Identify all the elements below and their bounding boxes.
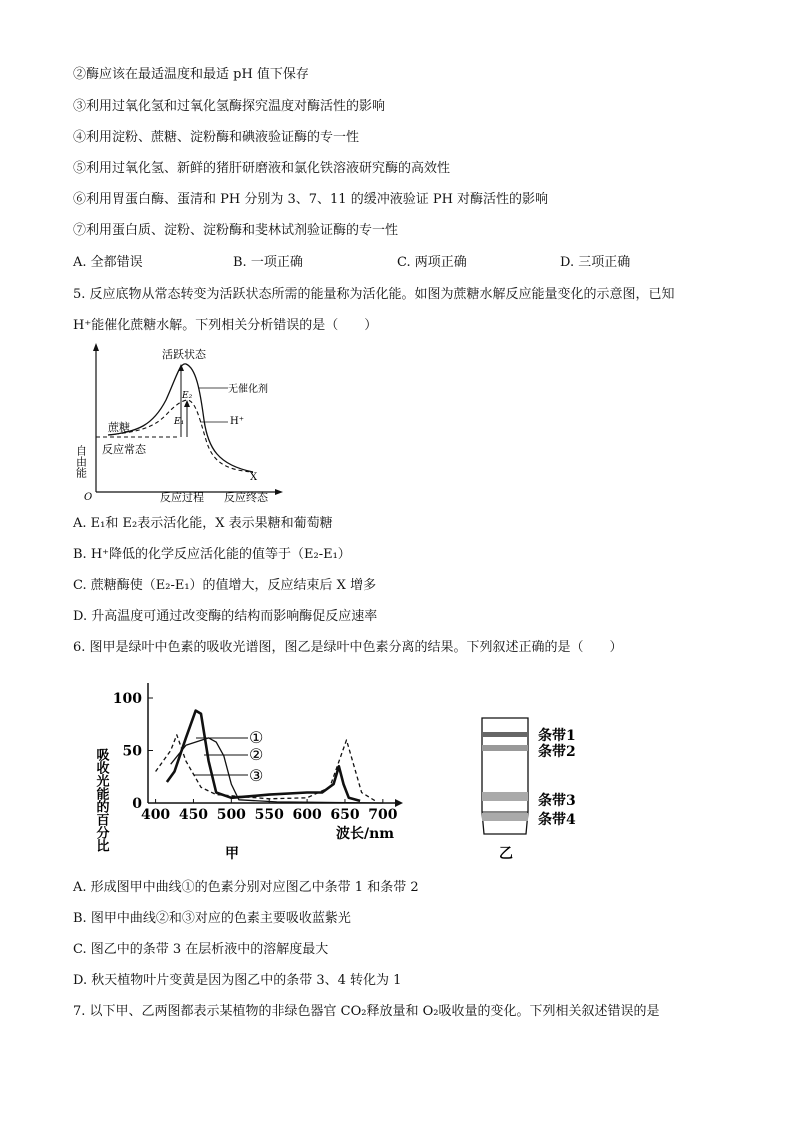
q5-option-b[interactable]: B. H⁺降低的化学反应活化能的值等于（E₂-E₁） (73, 547, 351, 562)
q5-option-c[interactable]: C. 蔗糖酶使（E₂-E₁）的值增大，反应结束后 X 增多 (73, 578, 377, 593)
q4-item-2: ②酶应该在最适温度和最适 pH 值下保存 (73, 67, 309, 82)
chart-ylabel: 吸收光能的百分比 (93, 748, 109, 852)
x-tick-label: 500 (216, 807, 246, 823)
q6-stem: 6. 图甲是绿叶中色素的吸收光谱图，图乙是绿叶中色素分离的结果。下列叙述正确的是（ ） (73, 640, 623, 655)
x-tick-label: 700 (368, 807, 398, 823)
band-1-label: 条带1 (538, 728, 576, 744)
sucrose-label: 蔗糖 (108, 421, 130, 434)
q4-item-3: ③利用过氧化氢和过氧化氢酶探究温度对酶活性的影响 (73, 99, 386, 114)
q5-energy-diagram (74, 340, 298, 505)
band-1 (482, 732, 528, 737)
chart-title: 甲 (225, 846, 239, 862)
final-state-label: 反应终态 (224, 491, 268, 504)
process-label: 反应过程 (160, 491, 204, 504)
e2-label: E₂ (182, 391, 193, 401)
band-3 (482, 792, 528, 801)
origin-label: O (84, 492, 93, 503)
band-4-label: 条带4 (538, 812, 576, 828)
no-catalyst-label: 无催化剂 (228, 384, 268, 395)
series-2-label: ② (249, 745, 264, 764)
q4-options (73, 254, 723, 272)
series-line-2 (167, 711, 360, 801)
series-1-label: ① (249, 728, 264, 747)
x-tick-label: 600 (292, 807, 322, 823)
figure-b-title: 乙 (499, 846, 513, 862)
e1-label: E₁ (174, 417, 185, 427)
y-tick-label: 0 (132, 796, 142, 812)
x-tick-label: 550 (254, 807, 284, 823)
x-tick-label: 400 (140, 807, 171, 823)
y-axis-arrow (93, 343, 99, 351)
q4-item-4: ④利用淀粉、蔗糖、淀粉酶和碘液验证酶的专一性 (73, 130, 360, 145)
q6-option-d[interactable]: D. 秋天植物叶片变黄是因为图乙中的条带 3、4 转化为 1 (73, 973, 402, 988)
band-2 (482, 745, 528, 751)
q7-stem: 7. 以下甲、乙两图都表示某植物的非绿色器官 CO₂释放量和 O₂吸收量的变化。下列相关叙述错误的是 (73, 1004, 660, 1019)
q4-option-d[interactable]: D. 三项正确 (560, 255, 631, 270)
q4-option-c[interactable]: C. 两项正确 (397, 255, 467, 270)
peak-label: 活跃状态 (162, 348, 206, 361)
x-axis-arrow (275, 489, 283, 495)
chart-xlabel: 波长/nm (336, 826, 395, 842)
q4-item-5: ⑤利用过氧化氢、新鲜的猪肝研磨液和氯化铁溶液研究酶的高效性 (73, 161, 451, 176)
q4-option-a[interactable]: A. 全都错误 (73, 255, 143, 270)
x-tick-label: 650 (330, 807, 360, 823)
q4-item-6: ⑥利用胃蛋白酶、蛋清和 PH 分别为 3、7、11 的缓冲液验证 PH 对酶活性的影响 (73, 192, 549, 207)
q5-stem-line2: H⁺能催化蔗糖水解。下列相关分析错误的是（ ） (73, 318, 378, 333)
absorption-spectrum-chart (86, 668, 416, 868)
band-2-label: 条带2 (538, 744, 576, 760)
q4-item-7: ⑦利用蛋白质、淀粉、淀粉酶和斐林试剂验证酶的专一性 (73, 223, 399, 238)
q6-option-b[interactable]: B. 图甲中曲线②和③对应的色素主要吸收蓝紫光 (73, 911, 351, 926)
band-4 (482, 813, 528, 821)
y-tick-label: 50 (122, 743, 142, 760)
q4-option-b[interactable]: B. 一项正确 (233, 255, 303, 270)
x-product-label: X (250, 472, 258, 483)
q6-option-c[interactable]: C. 图乙中的条带 3 在层析液中的溶解度最大 (73, 942, 329, 957)
free-energy-label: 自由能 (74, 445, 88, 478)
band-3-label: 条带3 (538, 793, 576, 809)
h-ion-label: H⁺ (230, 416, 244, 427)
q5-option-a[interactable]: A. E₁和 E₂表示活化能，X 表示果糖和葡萄糖 (73, 516, 333, 531)
q5-option-d[interactable]: D. 升高温度可通过改变酶的结构而影响酶促反应速率 (73, 609, 378, 624)
y-tick-label: 100 (112, 691, 142, 707)
normal-state-label: 反应常态 (102, 443, 146, 456)
chromatography-strip (470, 712, 610, 862)
series-3-label: ③ (249, 766, 264, 785)
q6-option-a[interactable]: A. 形成图甲中曲线①的色素分别对应图乙中条带 1 和条带 2 (73, 880, 419, 895)
x-tick-label: 450 (178, 807, 209, 823)
q5-stem-line1: 5. 反应底物从常态转变为活跃状态所需的能量称为活化能。如图为蔗糖水解反应能量变化的示意图，已知 (73, 287, 675, 302)
